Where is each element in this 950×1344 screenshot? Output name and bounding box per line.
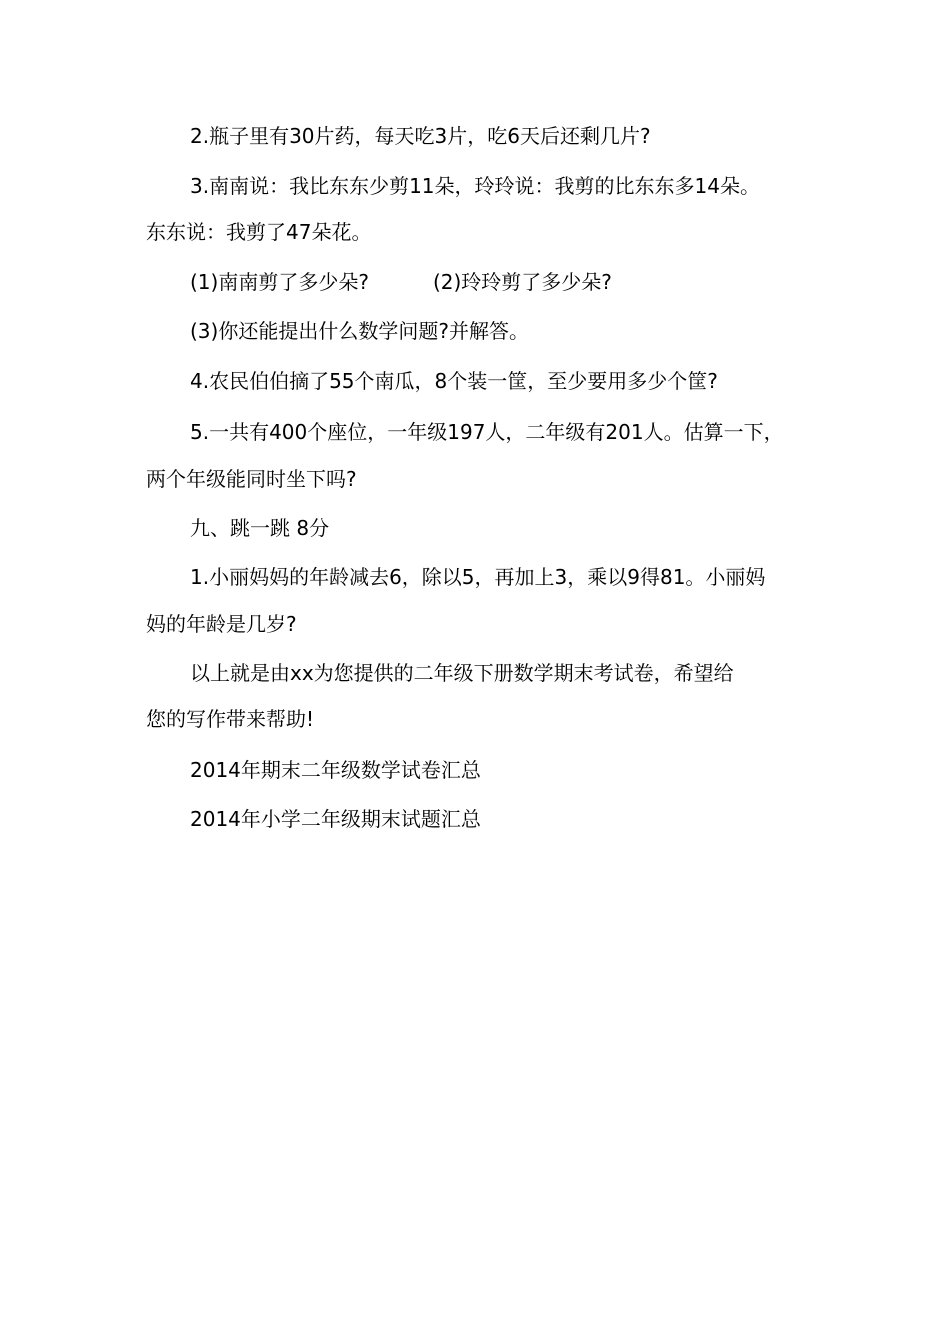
closing-text-line-2: 您的写作带来帮助! [146, 707, 315, 731]
closing-line-1 [190, 649, 734, 697]
question-3-sub-3-row [190, 307, 529, 355]
question-5-text-line-1: 5.一共有400个座位，一年级197人，二年级有201人。估算一下， [190, 420, 784, 444]
related-link-2[interactable] [190, 795, 481, 843]
closing-line-2 [146, 695, 314, 743]
question-2-text: 2.瓶子里有30片药，每天吃3片，吃6天后还剩几片? [190, 124, 651, 148]
related-link-2-text[interactable]: 2014年小学二年级期末试题汇总 [190, 807, 481, 831]
question-3-subquestions-row [190, 258, 612, 306]
related-link-1-text[interactable]: 2014年期末二年级数学试卷汇总 [190, 758, 481, 782]
section-9-title: 九、跳一跳 8分 [190, 516, 330, 540]
question-5-text-line-2: 两个年级能同时坐下吗? [146, 467, 357, 491]
question-5-line-1 [190, 408, 784, 456]
question-4-text: 4.农民伯伯摘了55个南瓜，8个装一筐，至少要用多少个筐? [190, 369, 718, 393]
section-9-question-1-text-line-2: 妈的年龄是几岁? [146, 612, 297, 636]
question-3-sub-3: (3)你还能提出什么数学问题?并解答。 [190, 319, 529, 343]
question-3-text-line-2: 东东说：我剪了47朵花。 [146, 220, 372, 244]
question-3-sub-1: (1)南南剪了多少朵? [190, 270, 369, 294]
question-3-text-line-1: 3.南南说：我比东东少剪11朵，玲玲说：我剪的比东东多14朵。 [190, 174, 760, 198]
question-4 [190, 357, 718, 405]
question-3-line-1 [190, 162, 760, 210]
question-3-sub-2: (2)玲玲剪了多少朵? [432, 270, 612, 294]
section-9-question-1-text-line-1: 1.小丽妈妈的年龄减去6，除以5，再加上3，乘以9得81。小丽妈 [190, 565, 766, 589]
section-9-question-1-line-1 [190, 553, 765, 601]
section-9-heading [190, 504, 329, 552]
question-3-line-2 [146, 208, 371, 256]
closing-text-line-1: 以上就是由xx为您提供的二年级下册数学期末考试卷，希望给 [190, 661, 734, 685]
question-5-line-2 [146, 455, 357, 503]
question-2 [190, 112, 651, 160]
section-9-question-1-line-2 [146, 600, 297, 648]
related-link-1[interactable] [190, 746, 481, 794]
